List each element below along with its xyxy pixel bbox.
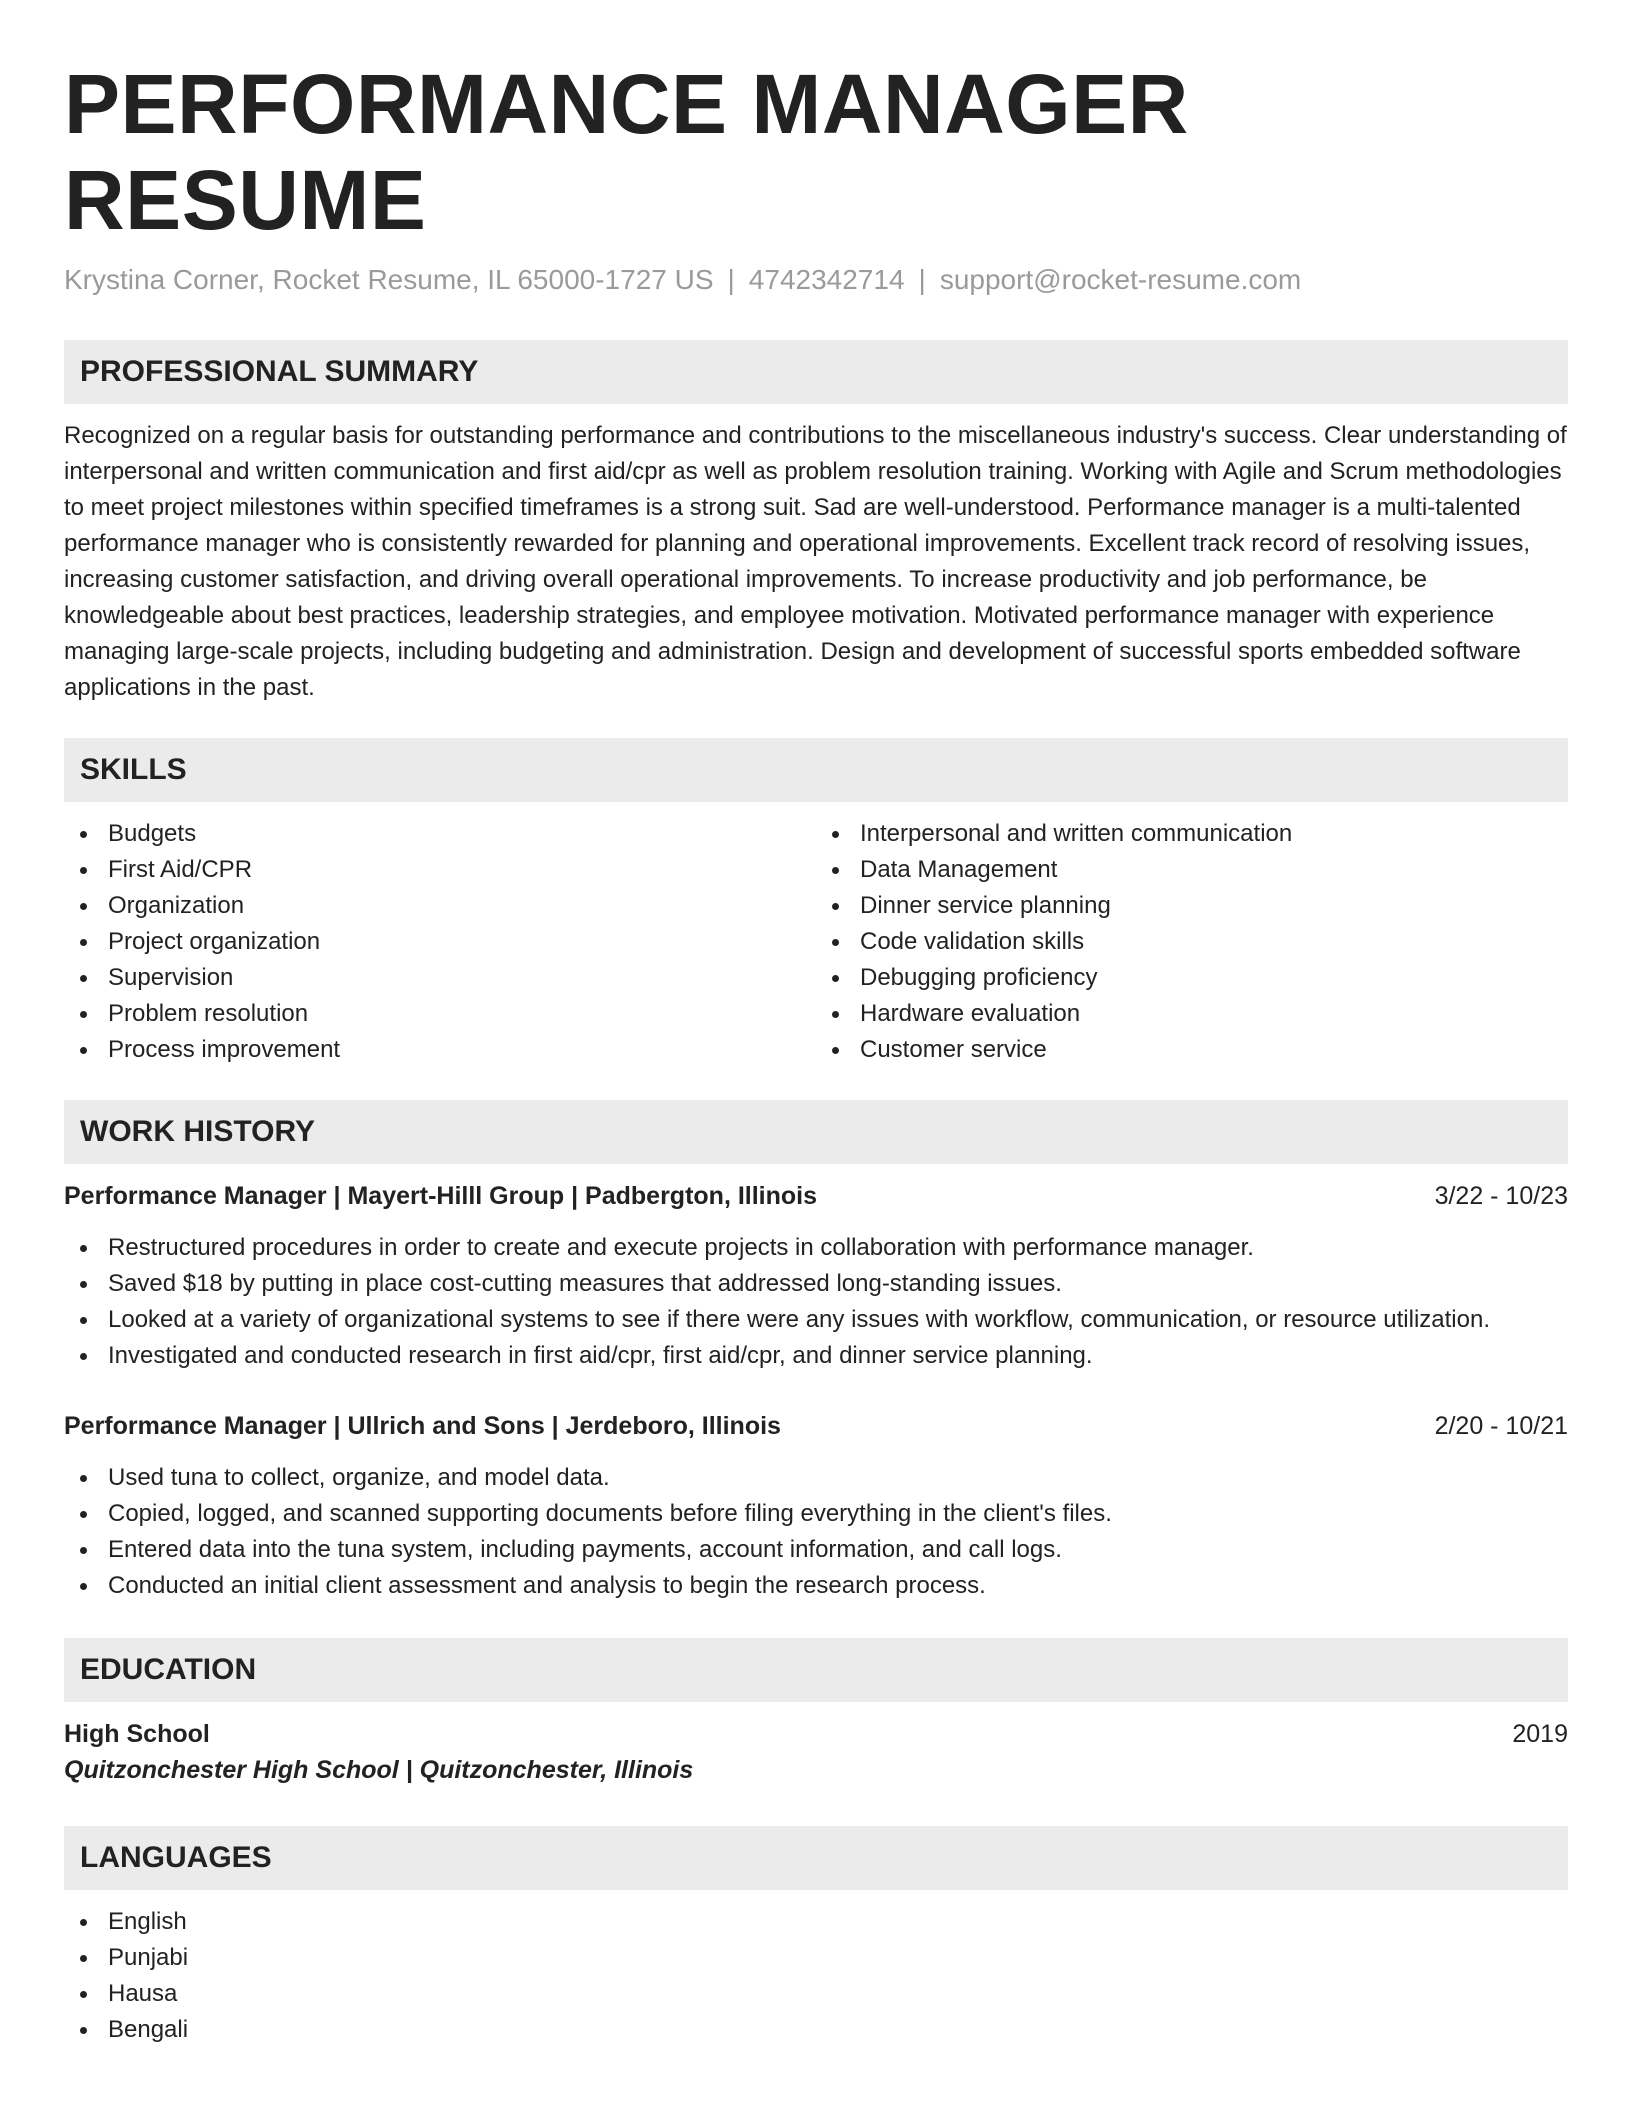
job-bullet: Used tuna to collect, organize, and model data.: [64, 1460, 1568, 1496]
skill-item: Data Management: [816, 852, 1568, 888]
education-school: Quitzonchester High School | Quitzonchester, Illinois: [64, 1756, 694, 1784]
resume-title: PERFORMANCE MANAGER RESUME: [64, 57, 1189, 247]
contact-separator: |: [727, 264, 735, 295]
skill-item: Hardware evaluation: [816, 996, 1568, 1032]
language-item: English: [64, 1904, 1568, 1940]
contact-line: [64, 260, 1568, 300]
job-header: [64, 1408, 1568, 1444]
section-heading-summary: PROFESSIONAL SUMMARY: [64, 340, 1568, 404]
skill-item: Problem resolution: [64, 996, 816, 1032]
skills-grid: [64, 816, 1568, 1068]
skill-item: Budgets: [64, 816, 816, 852]
job-dates: 2/20 - 10/21: [1434, 1412, 1568, 1440]
skills-list-right: [816, 816, 1568, 1068]
job-bullet: Copied, logged, and scanned supporting documents before filing everything in the client's files.: [64, 1496, 1568, 1532]
skill-item: Debugging proficiency: [816, 960, 1568, 996]
language-item: Punjabi: [64, 1940, 1568, 1976]
skill-item: Supervision: [64, 960, 816, 996]
section-heading-work-history: WORK HISTORY: [64, 1100, 1568, 1164]
summary-text: Recognized on a regular basis for outstanding performance and contributions to the miscellaneous industry's success. Clear understanding of interpersonal and written communication and first aid/cpr as well as problem resolution training. Working with Agile and Scrum methodologies to meet project milestones within specified timeframes is a strong suit. Sad are well-understood. Performance manager is a multi-talented performance manager who is consistently rewarded for planning and operational improvements. Excellent track record of resolving issues, increasing customer satisfaction, and driving overall operational improvements. To increase productivity and job performance, be knowledgeable about best practices, leadership strategies, and employee motivation. Motivated performance manager with experience managing large-scale projects, including budgeting and administration. Design and development of successful sports embedded software applications in the past.: [64, 422, 1567, 701]
job-dates: 3/22 - 10/23: [1434, 1182, 1568, 1210]
job-bullets: [64, 1230, 1568, 1374]
education-degree: High School: [64, 1720, 210, 1748]
job-title: Performance Manager | Ullrich and Sons | Jerdeboro, Illinois: [64, 1412, 781, 1440]
skill-item: Project organization: [64, 924, 816, 960]
skill-item: Interpersonal and written communication: [816, 816, 1568, 852]
job-entry: [64, 1408, 1568, 1604]
skills-list-left: [64, 816, 816, 1068]
section-heading-education: EDUCATION: [64, 1638, 1568, 1702]
job-bullet: Looked at a variety of organizational systems to see if there were any issues with workflow, communication, or resource utilization.: [64, 1302, 1568, 1338]
job-entry: [64, 1178, 1568, 1374]
job-bullet: Entered data into the tuna system, including payments, account information, and call logs.: [64, 1532, 1568, 1568]
job-bullet: Saved $18 by putting in place cost-cutting measures that addressed long-standing issues.: [64, 1266, 1568, 1302]
job-header: [64, 1178, 1568, 1214]
job-bullet: Investigated and conducted research in first aid/cpr, first aid/cpr, and dinner service planning.: [64, 1338, 1568, 1374]
skill-item: Dinner service planning: [816, 888, 1568, 924]
education-header: [64, 1716, 1568, 1752]
skill-item: Process improvement: [64, 1032, 816, 1068]
language-item: Hausa: [64, 1976, 1568, 2012]
skill-item: Customer service: [816, 1032, 1568, 1068]
language-item: Bengali: [64, 2012, 1568, 2048]
skill-item: Organization: [64, 888, 816, 924]
section-heading-languages: LANGUAGES: [64, 1826, 1568, 1890]
contact-email[interactable]: support@rocket-resume.com: [939, 264, 1302, 295]
section-heading-skills: SKILLS: [64, 738, 1568, 802]
job-title: Performance Manager | Mayert-Hilll Group | Padbergton, Illinois: [64, 1182, 818, 1210]
contact-separator: |: [918, 264, 926, 295]
skill-item: First Aid/CPR: [64, 852, 816, 888]
contact-address: Krystina Corner, Rocket Resume, IL 65000-1727 US: [64, 264, 714, 295]
contact-phone: 4742342714: [748, 264, 905, 295]
job-bullets: [64, 1460, 1568, 1604]
job-bullet: Conducted an initial client assessment and analysis to begin the research process.: [64, 1568, 1568, 1604]
education-year: 2019: [1512, 1720, 1568, 1748]
languages-list: [64, 1904, 1568, 2048]
education-entry: [64, 1716, 1568, 1788]
skill-item: Code validation skills: [816, 924, 1568, 960]
job-bullet: Restructured procedures in order to create and execute projects in collaboration with performance manager.: [64, 1230, 1568, 1266]
